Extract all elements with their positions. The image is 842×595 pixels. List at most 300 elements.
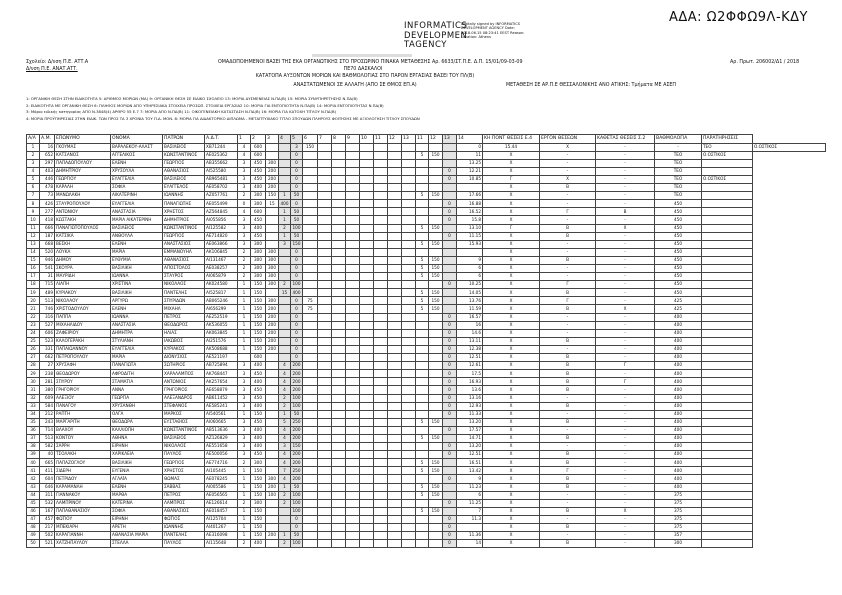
table-cell: Χ [483, 459, 540, 467]
table-cell [318, 540, 332, 548]
table-cell: ΘΕΟΔΩΡΑ [111, 418, 163, 426]
table-cell [360, 467, 374, 475]
table-cell: - [596, 540, 655, 548]
table-cell [374, 370, 388, 378]
table-cell [360, 540, 374, 548]
table-cell [303, 273, 318, 281]
table-cell [303, 184, 318, 192]
table-cell: 450 [655, 240, 702, 248]
table-cell [360, 329, 374, 337]
table-cell [332, 216, 346, 224]
table-cell: Χ [483, 524, 540, 532]
table-cell [429, 159, 443, 167]
table-cell [402, 386, 416, 394]
table-row [27, 540, 826, 548]
table-cell: 0 [443, 175, 457, 183]
table-cell: 10.25 [457, 281, 483, 289]
table-cell: ΠΕΤΡΟΠΟΥΛΟΥ [55, 354, 111, 362]
table-cell: ΑΒ725894 [205, 362, 238, 370]
table-cell: 43 [27, 483, 40, 491]
table-cell [266, 354, 279, 362]
table-cell: 100 [291, 394, 303, 402]
table-cell: ΓΡΗΓΟΡΙΟΣ [163, 386, 205, 394]
table-cell [346, 216, 360, 224]
table-cell: Β [540, 370, 596, 378]
table-cell: 425 [655, 297, 702, 305]
table-cell: 3 [291, 143, 303, 151]
table-cell: 0 [443, 540, 457, 548]
table-cell: - [596, 143, 655, 151]
table-cell: ΑΖ126829 [205, 434, 238, 442]
table-cell: 0 [291, 354, 303, 362]
table-cell: - [596, 151, 655, 159]
table-cell: ΑΙ131467 [205, 256, 238, 264]
table-cell: 0 [291, 313, 303, 321]
table-cell [388, 475, 402, 483]
table-cell [374, 224, 388, 232]
table-cell [346, 224, 360, 232]
table-cell [374, 451, 388, 459]
table-cell [702, 370, 753, 378]
table-cell [346, 491, 360, 499]
table-cell [402, 362, 416, 370]
table-cell: 400 [655, 443, 702, 451]
table-cell: - [540, 321, 596, 329]
table-cell [303, 265, 318, 273]
table-cell: Β [540, 224, 596, 232]
table-cell: ΑΘΑΝΑΣΙΟΣ [163, 256, 205, 264]
table-cell: ΤΕΟ [655, 192, 702, 200]
table-cell: 2 [238, 273, 251, 281]
table-cell [702, 507, 753, 515]
table-cell: 0 [443, 313, 457, 321]
table-cell [702, 540, 753, 548]
table-cell: ΛΙΑΠΗ [55, 281, 111, 289]
table-cell [388, 354, 402, 362]
table-cell: 400 [655, 378, 702, 386]
table-cell [279, 265, 291, 273]
table-cell: - [540, 443, 596, 451]
table-cell: 0 [291, 159, 303, 167]
table-cell [429, 337, 443, 345]
table-cell [416, 329, 429, 337]
table-cell [346, 175, 360, 183]
table-cell [360, 200, 374, 208]
table-cell [702, 467, 753, 475]
table-cell [332, 313, 346, 321]
table-cell: 300 [266, 297, 279, 305]
table-cell: Χ [483, 394, 540, 402]
table-cell [346, 386, 360, 394]
table-row [27, 143, 826, 151]
table-cell [346, 410, 360, 418]
table-cell: ΠΑΠΠΑ [55, 313, 111, 321]
table-cell: 715 [40, 281, 55, 289]
table-cell [279, 167, 291, 175]
table-cell: Χ [483, 345, 540, 353]
table-cell: 15 [27, 256, 40, 264]
table-cell [374, 426, 388, 434]
table-cell [402, 337, 416, 345]
table-cell [416, 321, 429, 329]
table-cell: 0 [291, 329, 303, 337]
table-cell: 400 [251, 184, 266, 192]
table-cell [388, 216, 402, 224]
table-cell: ΑΠΟΣΤΟΛΟΣ [163, 265, 205, 273]
table-cell: 49 [27, 532, 40, 540]
table-row [27, 305, 826, 313]
table-cell: - [596, 289, 655, 297]
table-cell [332, 394, 346, 402]
table-cell [346, 443, 360, 451]
table-cell: 403 [40, 167, 55, 175]
table-cell [303, 378, 318, 386]
table-row [27, 289, 826, 297]
table-cell [374, 418, 388, 426]
table-cell: 100 [291, 224, 303, 232]
table-cell [303, 491, 318, 499]
table-cell: - [596, 515, 655, 523]
table-cell: Χ [483, 515, 540, 523]
table-cell: 200 [266, 313, 279, 321]
table-cell: 200 [291, 426, 303, 434]
table-cell: 5 [416, 297, 429, 305]
table-cell [388, 143, 402, 151]
table-cell: 150 [251, 410, 266, 418]
table-cell: - [596, 386, 655, 394]
table-cell: 150 [251, 507, 266, 515]
table-cell: ΠΑΠΑΖΟΓΛΟΥ [55, 459, 111, 467]
table-cell: 375 [655, 491, 702, 499]
table-cell [318, 410, 332, 418]
table-cell [388, 175, 402, 183]
table-cell: 200 [291, 370, 303, 378]
table-cell [318, 216, 332, 224]
table-cell: 375 [655, 507, 702, 515]
table-cell: 13 [27, 240, 40, 248]
table-cell: 238 [40, 370, 55, 378]
table-cell [318, 248, 332, 256]
table-cell: ΠΑΠΑΙΩΑΝΝΟΥ [55, 345, 111, 353]
table-cell: 39 [27, 451, 40, 459]
table-cell: ΔΗΜΗΤΡΙΟΣ [163, 216, 205, 224]
table-cell: 1 [279, 216, 291, 224]
table-cell: ΤΕΟ [655, 184, 702, 192]
table-cell [303, 240, 318, 248]
table-row [27, 475, 826, 483]
logo-line-2: DEVELOPMEN [404, 30, 468, 41]
table-row [27, 451, 826, 459]
table-cell [332, 184, 346, 192]
table-cell [332, 345, 346, 353]
table-cell: ΚΥΡΙΑΚΟΥ [55, 289, 111, 297]
table-cell: 150 [429, 265, 443, 273]
table-cell [318, 402, 332, 410]
table-cell [360, 491, 374, 499]
table-cell [388, 151, 402, 159]
table-cell: - [540, 240, 596, 248]
table-cell: 609 [40, 394, 55, 402]
table-cell [402, 151, 416, 159]
table-cell: 300 [251, 192, 266, 200]
table-cell: Χ [483, 200, 540, 208]
table-cell: 11.15 [457, 232, 483, 240]
table-cell: Χ [483, 265, 540, 273]
table-cell [332, 200, 346, 208]
column-header: 6 [303, 135, 318, 144]
table-cell [443, 418, 457, 426]
table-cell: 4 [238, 208, 251, 216]
table-cell [388, 451, 402, 459]
table-cell: ΔΗΜΟΥ [55, 256, 111, 264]
table-cell [303, 426, 318, 434]
table-cell [374, 443, 388, 451]
table-cell: Β [540, 540, 596, 548]
column-header: Α.Μ. [40, 135, 55, 144]
table-row [27, 175, 826, 183]
column-header: 12 [429, 135, 443, 144]
table-cell: ΑΒ355662 [205, 159, 238, 167]
table-cell [266, 289, 279, 297]
table-cell: ΠΑΠΑΘΑΝΑΣΙΟΥ [55, 507, 111, 515]
table-cell [402, 370, 416, 378]
table-row [27, 232, 826, 240]
table-row [27, 370, 826, 378]
table-cell: 400 [251, 402, 266, 410]
table-cell: 281 [40, 378, 55, 386]
table-header-row [27, 135, 826, 144]
table-cell: ΑΖ564845 [205, 208, 238, 216]
table-cell: Χ [483, 483, 540, 491]
table-cell [402, 184, 416, 192]
table-cell: 1 [279, 410, 291, 418]
table-row [27, 321, 826, 329]
table-cell [416, 208, 429, 216]
table-cell: 1 [238, 329, 251, 337]
table-cell [702, 167, 753, 175]
table-cell [346, 248, 360, 256]
table-cell [318, 337, 332, 345]
table-cell: 0 [443, 345, 457, 353]
table-cell: 150 [303, 143, 318, 151]
table-cell [374, 467, 388, 475]
table-cell [346, 313, 360, 321]
table-cell: ΠΑΥΛΟΣ [163, 540, 205, 548]
table-row [27, 273, 826, 281]
table-cell: 400 [251, 378, 266, 386]
table-cell [702, 426, 753, 434]
table-cell: 200 [266, 329, 279, 337]
table-cell: ΑΕ585241 [205, 402, 238, 410]
table-cell [402, 418, 416, 426]
table-cell: ΒΑΣΙΛΙΚΗ [111, 459, 163, 467]
table-cell [318, 515, 332, 523]
table-cell: 200 [266, 167, 279, 175]
table-cell [332, 240, 346, 248]
table-cell [266, 370, 279, 378]
table-cell [266, 394, 279, 402]
table-cell [388, 394, 402, 402]
table-cell: ΣΑΡΡΗ [55, 443, 111, 451]
column-header: ΚΑΘΕΤΑΣ ΘΕΣΕΙΣ Σ.2 [596, 135, 655, 144]
table-cell [318, 451, 332, 459]
table-cell: 300 [266, 248, 279, 256]
table-cell: Β [540, 386, 596, 394]
table-cell: 400 [291, 289, 303, 297]
table-cell: 2 [238, 248, 251, 256]
table-cell: ΜΑΥΡΙΔΗ [55, 273, 111, 281]
table-cell: 17.66 [457, 192, 483, 200]
column-header: 13 [402, 135, 416, 144]
table-cell [346, 159, 360, 167]
table-cell [266, 362, 279, 370]
table-cell [443, 256, 457, 264]
table-cell: 2 [238, 192, 251, 200]
table-cell: 1 [279, 232, 291, 240]
table-cell: ΠΑΝΑΓΙΩΤΑ [111, 362, 163, 370]
table-cell: ΣΤΑΥΡΟΠΟΥΛΟΥ [55, 200, 111, 208]
table-cell [360, 232, 374, 240]
table-cell: 4 [279, 475, 291, 483]
table-cell [702, 410, 753, 418]
table-cell: 1 [238, 281, 251, 289]
table-cell: ΝΙΚΟΛΑΟΣ [163, 281, 205, 289]
table-cell [416, 184, 429, 192]
table-row [27, 345, 826, 353]
table-cell: 217 [40, 524, 55, 532]
table-cell: ΑΕ025362 [205, 151, 238, 159]
table-cell [429, 443, 443, 451]
table-cell: 300 [251, 499, 266, 507]
table-cell [443, 491, 457, 499]
table-row [27, 200, 826, 208]
table-cell: ΣΑΒΒΑΣ [163, 483, 205, 491]
table-cell: ΑΕ521197 [205, 354, 238, 362]
table-cell: 12 [27, 232, 40, 240]
table-cell [443, 184, 457, 192]
table-cell: Χ [483, 426, 540, 434]
table-cell: Χ [483, 192, 540, 200]
table-cell: Β [540, 305, 596, 313]
table-cell [318, 329, 332, 337]
table-row [27, 208, 826, 216]
table-cell: 1 [238, 475, 251, 483]
table-cell [388, 184, 402, 192]
table-cell: 400 [655, 386, 702, 394]
table-cell [332, 434, 346, 442]
table-cell [303, 256, 318, 264]
table-cell: 400 [655, 459, 702, 467]
table-cell: 0 [443, 362, 457, 370]
table-cell [360, 248, 374, 256]
table-cell: ΑΕ056565 [205, 491, 238, 499]
table-cell [402, 483, 416, 491]
table-cell: 450 [655, 232, 702, 240]
table-cell: ΠΑΝΑΓΙΩΤΟΠΟΥΛΟΣ [55, 224, 111, 232]
table-cell [279, 329, 291, 337]
table-cell: 0 [443, 499, 457, 507]
table-cell [402, 232, 416, 240]
table-cell: ΜΑΡΙΑ ΑΙΚΑΤΕΡΙΝΗ [111, 216, 163, 224]
table-cell: 513 [40, 434, 55, 442]
table-cell: 300 [251, 248, 266, 256]
table-row [27, 515, 826, 523]
table-cell: ΑΙ060665 [205, 418, 238, 426]
table-cell [388, 297, 402, 305]
table-cell [402, 208, 416, 216]
table-cell: 150 [251, 483, 266, 491]
table-cell: 150 [251, 515, 266, 523]
table-cell: ΒΛΑΧΟΥ [55, 426, 111, 434]
table-cell: 357 [655, 532, 702, 540]
table-cell [416, 386, 429, 394]
table-cell: 582 [40, 443, 55, 451]
column-header: 7 [318, 135, 332, 144]
table-cell: 100 [291, 499, 303, 507]
table-cell: - [596, 321, 655, 329]
table-cell: 50 [27, 540, 40, 548]
table-cell: Χ [483, 184, 540, 192]
table-cell [429, 143, 443, 151]
table-cell: 0 [238, 200, 251, 208]
table-cell: 7 [457, 507, 483, 515]
table-cell: 33 [27, 402, 40, 410]
table-cell: 7 [279, 467, 291, 475]
table-cell: 50 [291, 216, 303, 224]
table-cell [402, 216, 416, 224]
table-cell: 5 [416, 507, 429, 515]
table-cell: - [596, 337, 655, 345]
table-cell: 450 [251, 418, 266, 426]
table-cell [429, 524, 443, 532]
table-cell [332, 192, 346, 200]
table-cell: 0 [291, 256, 303, 264]
table-cell [266, 240, 279, 248]
table-cell: 5 [416, 483, 429, 491]
table-cell: 425 [655, 305, 702, 313]
table-cell [360, 345, 374, 353]
table-cell [332, 256, 346, 264]
table-cell: 316 [40, 313, 55, 321]
table-cell: 0 [291, 200, 303, 208]
table-cell: 12.51 [457, 354, 483, 362]
table-cell: - [540, 159, 596, 167]
table-cell: ΦΩΤΙΟΥ [55, 515, 111, 523]
table-cell: ΙΩΑΝΝΗΣ [163, 524, 205, 532]
table-cell: 665 [40, 459, 55, 467]
table-cell [332, 273, 346, 281]
table-cell: ΓΕΩΡΓΙΟΣ [163, 232, 205, 240]
table-cell: Χ [483, 362, 540, 370]
table-cell: 450 [655, 273, 702, 281]
table-cell [318, 192, 332, 200]
table-cell: ΔΗΜΗΤΡΙΟΥ [55, 167, 111, 175]
table-cell [346, 370, 360, 378]
table-cell: 200 [291, 378, 303, 386]
table-cell: 4 [238, 151, 251, 159]
table-cell: 150 [251, 321, 266, 329]
table-cell: ΧΡΥΣΑΝΘΗ [111, 402, 163, 410]
table-cell: 73 [40, 192, 55, 200]
table-cell: - [540, 491, 596, 499]
table-cell [318, 321, 332, 329]
table-cell: Χ [483, 297, 540, 305]
table-cell: 523 [40, 337, 55, 345]
table-cell: ΒΑΣΙΛΕΙΟΣ [163, 434, 205, 442]
table-cell [416, 426, 429, 434]
table-cell: 15.8 [457, 216, 483, 224]
table-cell: 400 [655, 321, 702, 329]
